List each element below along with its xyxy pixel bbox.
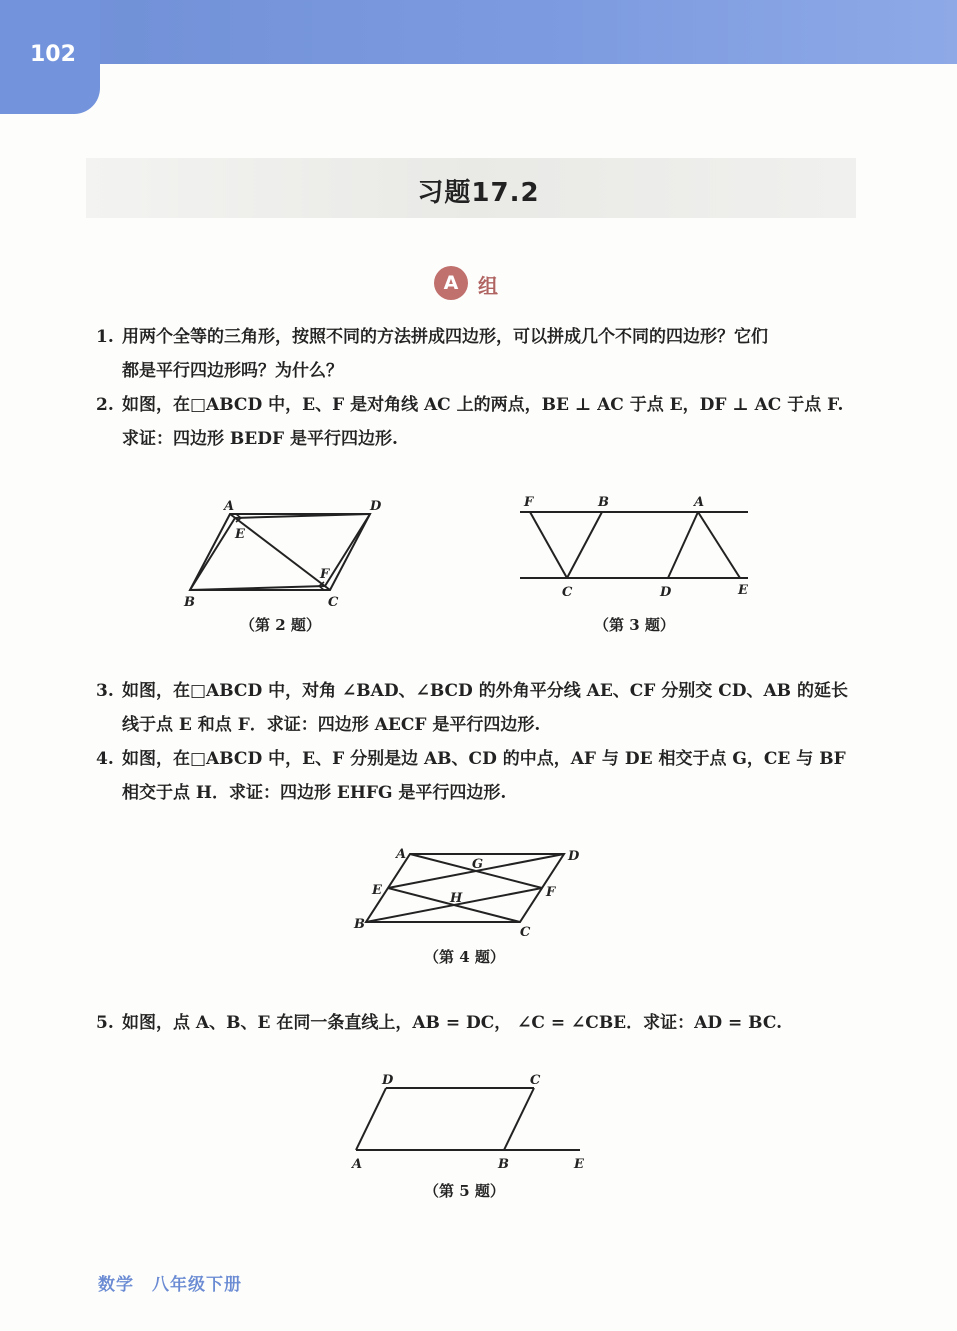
figure-4-diagram <box>350 840 590 940</box>
label-c: C <box>520 925 531 940</box>
problem-number: 3. <box>96 681 114 701</box>
group-label: 组 <box>478 274 498 298</box>
problem-1 <box>96 320 856 388</box>
figure-3-diagram <box>520 490 750 610</box>
problem-number: 1. <box>96 327 114 347</box>
figure-2 <box>180 490 380 614</box>
problem-2 <box>96 388 856 456</box>
label-b: B <box>354 917 365 932</box>
label-a: A <box>224 499 235 514</box>
problem-4 <box>96 742 856 810</box>
group-badge: A <box>434 266 468 300</box>
problem-number: 5. <box>96 1013 114 1033</box>
segment-ad <box>356 1088 386 1150</box>
label-c: C <box>328 595 339 610</box>
segment-cb <box>567 512 602 578</box>
label-a: A <box>694 495 705 510</box>
figure-5-diagram <box>348 1072 598 1172</box>
label-b: B <box>598 495 609 510</box>
label-d: D <box>382 1073 394 1088</box>
label-d: D <box>568 849 580 864</box>
label-f: F <box>524 495 534 510</box>
segment-be <box>190 518 235 590</box>
figure-5-caption: （第 5 题） <box>424 1182 505 1200</box>
problem-text: 如图，在□ABCD 中，E、F 是对角线 AC 上的两点，BE ⊥ AC 于点 E，DF ⊥ AC 于点 F. <box>122 395 844 415</box>
segment-ad <box>668 512 698 578</box>
figure-3 <box>520 490 750 614</box>
problem-text: 如图，点 A、B、E 在同一条直线上，AB = DC， ∠C = ∠CBE．求证：AD = BC. <box>122 1013 782 1033</box>
problem-text: 如图，在□ABCD 中，E、F 分别是边 AB、CD 的中点，AF 与 DE 相交于点 G，CE 与 BF <box>122 749 846 769</box>
segment-fc <box>530 512 567 578</box>
figure-5 <box>348 1072 598 1176</box>
label-d: D <box>370 499 382 514</box>
problem-3 <box>96 674 856 742</box>
problem-text: 如图，在□ABCD 中，对角 ∠BAD、∠BCD 的外角平分线 AE、CF 分别交 CD、AB 的延长 <box>122 681 848 701</box>
figure-2-diagram <box>180 490 380 610</box>
label-e: E <box>235 527 245 542</box>
figure-4-caption: （第 4 题） <box>424 948 505 966</box>
figure-4 <box>350 840 590 944</box>
page-number: 102 <box>30 42 76 67</box>
label-c: C <box>530 1073 541 1088</box>
problem-text: 线于点 E 和点 F．求证：四边形 AECF 是平行四边形. <box>122 715 541 735</box>
figure-2-caption: （第 2 题） <box>240 616 321 634</box>
segment-ae <box>698 512 740 578</box>
label-a: A <box>396 847 407 862</box>
figure-3-caption: （第 3 题） <box>594 616 675 634</box>
label-e: E <box>738 583 748 598</box>
problem-text: 求证：四边形 BEDF 是平行四边形. <box>122 429 398 449</box>
book-footer: 数学 八年级下册 <box>98 1275 242 1295</box>
problem-text: 相交于点 H．求证：四边形 EHFG 是平行四边形. <box>122 783 507 803</box>
label-b: B <box>498 1157 509 1172</box>
problem-text: 都是平行四边形吗？为什么？ <box>122 361 343 381</box>
section-title: 习题17.2 <box>417 178 540 208</box>
segment-cb <box>504 1088 534 1150</box>
label-e: E <box>372 883 382 898</box>
label-d: D <box>660 585 672 600</box>
problem-number: 4. <box>96 749 114 769</box>
label-e: E <box>574 1157 584 1172</box>
header-band <box>0 0 957 64</box>
label-h: H <box>450 891 463 906</box>
problem-5 <box>96 1006 856 1040</box>
problem-number: 2. <box>96 395 114 415</box>
label-b: B <box>184 595 195 610</box>
diagonal-ac <box>230 514 330 590</box>
label-c: C <box>562 585 573 600</box>
parallelogram-abcd <box>366 854 564 922</box>
segment-df <box>325 514 370 586</box>
label-a: A <box>352 1157 363 1172</box>
label-f: F <box>546 885 556 900</box>
problem-text: 用两个全等的三角形，按照不同的方法拼成四边形，可以拼成几个不同的四边形？它们 <box>122 327 768 347</box>
label-g: G <box>472 857 484 872</box>
label-f: F <box>320 567 330 582</box>
